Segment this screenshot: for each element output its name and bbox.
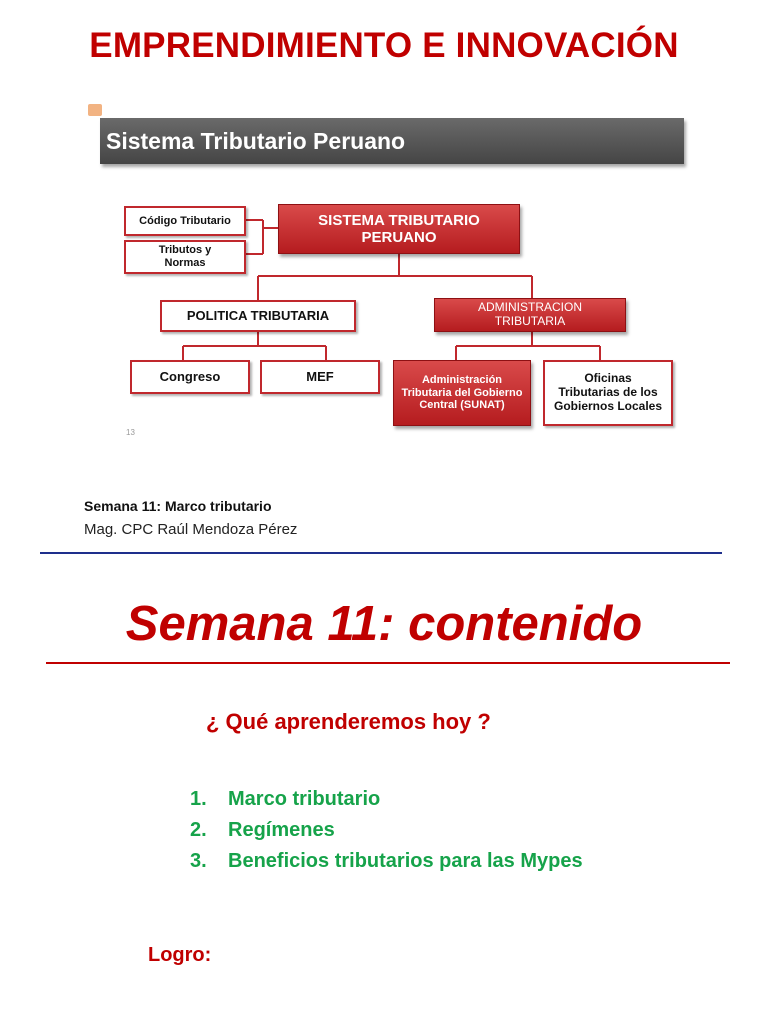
list-item-text: Marco tributario (228, 788, 381, 810)
box-tributos-normas: Tributos y Normas (124, 240, 246, 274)
list-item (190, 848, 583, 879)
divider-blue (40, 552, 722, 554)
topics-list (190, 786, 583, 879)
question-heading: ¿ Qué aprenderemos hoy ? (206, 709, 491, 734)
slide-banner-title: Sistema Tributario Peruano (100, 118, 684, 164)
author-name: Mag. CPC Raúl Mendoza Pérez (84, 521, 298, 538)
list-item-text: Beneficios tributarios para las Mypes (228, 850, 583, 872)
embedded-slide-image (88, 104, 688, 454)
box-mef: MEF (260, 360, 380, 394)
list-item-number: 3. (190, 850, 207, 872)
box-administracion-tributaria: ADMINISTRACION TRIBUTARIA (434, 298, 626, 332)
box-congreso: Congreso (130, 360, 250, 394)
slide-number: 13 (126, 428, 135, 437)
page-title: EMPRENDIMIENTO E INNOVACIÓN (89, 26, 679, 65)
list-item (190, 786, 583, 817)
list-item-text: Regímenes (228, 819, 335, 841)
box-oficinas-locales: Oficinas Tributarias de los Gobiernos Locales (543, 360, 673, 426)
box-sistema-tributario: SISTEMA TRIBUTARIO PERUANO (278, 204, 520, 254)
list-item-number: 2. (190, 819, 207, 841)
box-sunat: Administración Tributaria del Gobierno Central (SUNAT) (393, 360, 531, 426)
section-title: Semana 11: contenido (125, 597, 643, 651)
box-codigo-tributario: Código Tributario (124, 206, 246, 236)
list-item-number: 1. (190, 788, 207, 810)
logro-label: Logro: (148, 944, 212, 966)
week-subtitle: Semana 11: Marco tributario (84, 498, 272, 514)
divider-red (46, 662, 730, 664)
box-politica-tributaria: POLITICA TRIBUTARIA (160, 300, 356, 332)
list-item (190, 817, 583, 848)
